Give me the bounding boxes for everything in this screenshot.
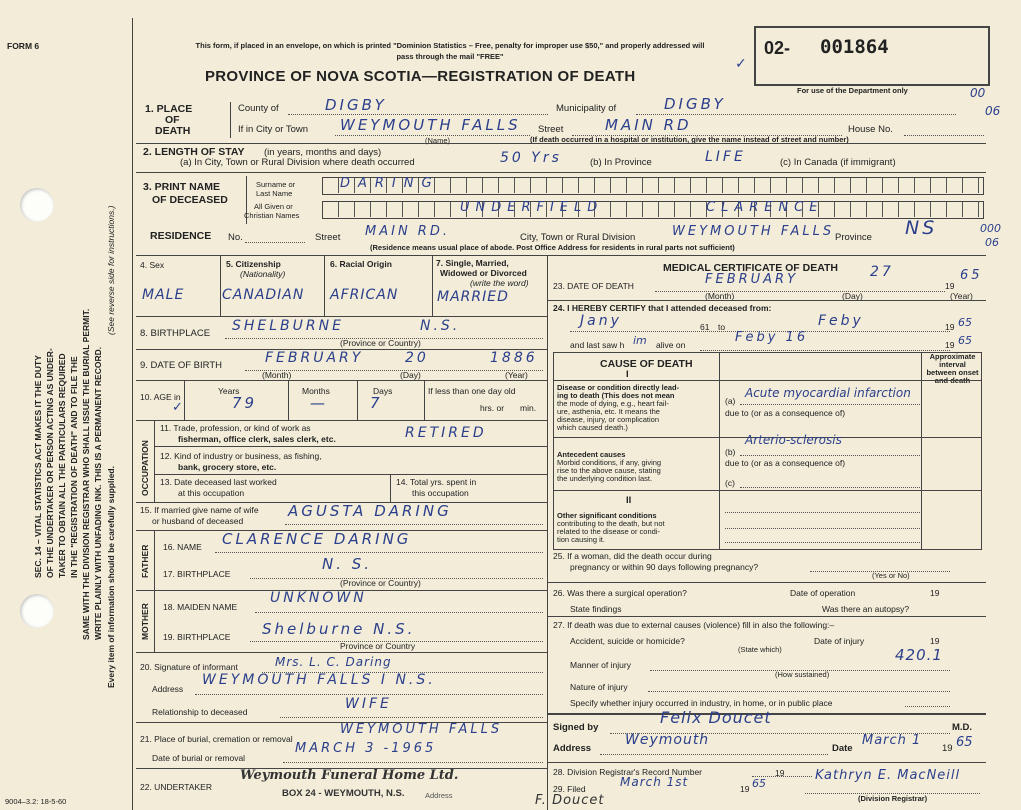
- due-to-a: due to (or as a consequence of): [725, 408, 846, 418]
- op-year-label: 19: [930, 588, 940, 598]
- ante-label-2: Morbid conditions, if any, giving: [557, 458, 662, 467]
- stay-label-sub: (in years, months and days): [264, 147, 382, 158]
- stay-a-value: 50 Yrs: [500, 150, 562, 166]
- house-label: House No.: [848, 124, 893, 135]
- how-label: (How sustained): [775, 670, 830, 679]
- birthplace-label: 8. BIRTHPLACE: [140, 328, 211, 339]
- relationship-label: Relationship to deceased: [152, 707, 248, 717]
- age-label: 10. AGE in: [140, 392, 181, 402]
- binder-hole-bottom: [20, 594, 54, 628]
- side-text-line7: (See reverse side for instructions.): [106, 205, 116, 335]
- maiden-label: 18. MAIDEN NAME: [163, 602, 238, 612]
- attend-from: Jany: [580, 313, 622, 329]
- city-value: WEYMOUTH FALLS: [340, 116, 521, 134]
- binder-hole-top: [20, 188, 54, 222]
- months-value: —: [310, 394, 328, 412]
- birthplace-value: SHELBURNE: [232, 318, 344, 334]
- marital-label-1: 7. Single, Married,: [436, 258, 509, 268]
- roman-2: II: [626, 495, 632, 506]
- dod-year-sub: (Year): [950, 291, 973, 301]
- op-date-label: Date of operation: [790, 588, 856, 598]
- dob-day: 20: [405, 350, 429, 366]
- other-label-1: Other significant conditions: [557, 511, 657, 520]
- undertaker-label: 22. UNDERTAKER: [140, 782, 212, 792]
- form-code: 9004–3.2: 18-5-60: [5, 797, 67, 806]
- specify-label: Specify whether injury occurred in industry, in home, or in public place: [570, 698, 833, 708]
- manner-label: Manner of injury: [570, 660, 631, 670]
- side-text-line8: Every item of information should be carefully supplied.: [106, 466, 116, 688]
- years-value: 79: [232, 394, 258, 412]
- place-label-1: 1. PLACE: [145, 103, 193, 115]
- place-label-3: DEATH: [155, 125, 191, 137]
- margin-code-1a: 00: [970, 86, 986, 100]
- stay-a-label: (a) In City, Town or Rural Division where death occurred: [180, 157, 415, 168]
- citizenship-sub: (Nationality): [240, 269, 286, 279]
- occupation-side-label: OCCUPATION: [140, 440, 150, 496]
- margin-code-2b: 06: [985, 236, 999, 249]
- relationship-value: WIFE: [345, 696, 392, 712]
- attend-to: Feby: [818, 313, 864, 329]
- ante-label-4: the underlying condition last.: [557, 474, 653, 483]
- state-findings-label: State findings: [570, 604, 622, 614]
- cause-a-value: Acute myocardial infarction: [745, 386, 911, 400]
- hospital-note: (If death occurred in a hospital or institution, give the name instead of street and number): [530, 135, 849, 144]
- filed-year: 65: [752, 777, 766, 790]
- ante-label-1: Antecedent causes: [557, 450, 626, 459]
- burial-date-value: MARCH 3 -1965: [295, 741, 437, 756]
- record-label: 28. Division Registrar's Record Number: [553, 767, 703, 777]
- residence-province-label: Province: [835, 232, 872, 243]
- county-value: DIGBY: [325, 96, 387, 114]
- father-name-label: 16. NAME: [163, 542, 202, 552]
- name-label-1: 3. PRINT NAME: [143, 181, 221, 193]
- stay-b-value: LIFE: [705, 149, 746, 165]
- top-notice-line: This form, if placed in an envelope, on which is printed "Dominion Statistics – Free, penalty for improper use $50," and properly addressed will pass through the mail "FREE": [195, 41, 705, 61]
- manner-code: 420.1: [895, 646, 943, 664]
- disease-label-5: disease, injury, or complication: [557, 415, 659, 424]
- signed-date-label: Date: [832, 743, 853, 754]
- form-title: PROVINCE OF NOVA SCOTIA—REGISTRATION OF DEATH: [205, 68, 636, 85]
- residence-street-label: Street: [315, 232, 341, 243]
- dod-label: 23. DATE OF DEATH: [553, 281, 634, 291]
- citizenship-label: 5. Citizenship: [226, 259, 281, 269]
- name-label-2: OF DECEASED: [152, 194, 228, 206]
- q25-line2: pregnancy or within 90 days following pregnancy?: [570, 562, 759, 572]
- mother-prov-label: Province or Country: [340, 641, 416, 651]
- dob-day-sub: (Day): [400, 370, 421, 380]
- registrar-signature: Kathryn E. MacNeill: [815, 768, 961, 783]
- side-text-line1: SEC. 14 – VITAL STATISTICS ACT MAKES IT THE DUTY: [33, 355, 43, 578]
- medical-heading: MEDICAL CERTIFICATE OF DEATH: [663, 262, 838, 274]
- marital-label-2: Widowed or Divorced: [440, 268, 527, 278]
- autopsy-label: Was there an autopsy?: [822, 604, 910, 614]
- racial-label: 6. Racial Origin: [330, 259, 392, 269]
- reg-number: 001864: [820, 36, 889, 58]
- signed-year-prefix: 19: [942, 743, 953, 754]
- stay-c-label: (c) In Canada (if immigrant): [780, 157, 896, 168]
- surname-label-1: Surname or: [256, 180, 296, 189]
- burial-place-label: 21. Place of burial, cremation or removal: [140, 734, 293, 744]
- residence-province-value: NS: [905, 217, 938, 239]
- citizenship-value: CANADIAN: [222, 287, 305, 303]
- given-value-1: UNDERFIELD: [460, 200, 604, 215]
- age-check: ✓: [172, 400, 186, 415]
- marital-value: MARRIED: [437, 289, 509, 305]
- dod-day: 27: [870, 264, 894, 280]
- mother-birthplace-label: 19. BIRTHPLACE: [163, 632, 231, 642]
- months-label: Months: [302, 386, 330, 396]
- disease-label-2: ing to death (This does not mean: [557, 391, 675, 400]
- sex-label: 4. Sex: [140, 260, 165, 270]
- last-saw-label: and last saw h: [570, 340, 625, 350]
- filed-year-prefix: 19: [740, 784, 750, 794]
- residence-city-value: WEYMOUTH FALLS: [672, 224, 835, 239]
- municipality-value: DIGBY: [664, 95, 726, 113]
- dob-month: FEBRUARY: [265, 350, 364, 366]
- yes-no-label: (Yes or No): [872, 571, 910, 580]
- last-saw-value: Feby 16: [735, 330, 809, 345]
- surname-label-2: Last Name: [256, 189, 293, 198]
- industry-label-2: bank, grocery store, etc.: [178, 462, 277, 472]
- other-label-3: related to the disease or condi-: [557, 527, 660, 536]
- residence-no-label: No.: [228, 232, 243, 243]
- cause-c-label: (c): [725, 478, 735, 488]
- attend-to-year-prefix: 19: [945, 322, 955, 332]
- burial-date-label: Date of burial or removal: [152, 753, 246, 763]
- maiden-value: UNKNOWN: [270, 590, 367, 606]
- filed-label: 29. Filed: [553, 784, 586, 794]
- dob-month-sub: (Month): [262, 370, 292, 380]
- attend-to-year: 65: [958, 316, 972, 329]
- other-label-2: contributing to the death, but not: [557, 519, 665, 528]
- wife-value: AGUSTA DARING: [288, 502, 452, 520]
- side-text-line4: IN THE "REGISTRATION OF DEATH" AND TO FILE THE: [69, 356, 79, 578]
- hrs-label: hrs. or: [480, 403, 505, 413]
- attend-from-year: 61: [700, 322, 710, 332]
- signed-date-value: March 1: [862, 733, 922, 748]
- undertaker-stamp: Weymouth Funeral Home Ltd.: [240, 768, 459, 783]
- trade-label-1: 11. Trade, profession, or kind of work as: [160, 423, 311, 433]
- street-label: Street: [538, 124, 564, 135]
- cause-heading: CAUSE OF DEATH: [600, 358, 693, 370]
- city-name-sub: (Name): [425, 136, 451, 145]
- wife-label-1: 15. If married give name of wife: [140, 505, 259, 515]
- surname-value: DARING: [340, 176, 440, 191]
- cause-b-label: (b): [725, 447, 736, 457]
- dob-label: 9. DATE OF BIRTH: [140, 360, 222, 371]
- city-label: If in City or Town: [238, 124, 309, 135]
- attend-to-label: to: [718, 322, 726, 332]
- accident-label: Accident, suicide or homicide?: [570, 636, 685, 646]
- stay-b-label: (b) In Province: [590, 157, 652, 168]
- burial-place-value: WEYMOUTH FALLS: [340, 722, 503, 737]
- reg-prefix: 02-: [764, 38, 791, 58]
- street-value: MAIN RD: [605, 116, 692, 134]
- total-label-2: this occupation: [412, 488, 469, 498]
- informant-sig-label: 20. Signature of informant: [140, 662, 238, 672]
- other-label-4: tion causing it.: [557, 535, 605, 544]
- division-label: (Division Registrar): [858, 794, 928, 803]
- trade-value: RETIRED: [405, 425, 487, 441]
- signed-year: 65: [956, 735, 973, 750]
- dod-month: FEBRUARY: [705, 272, 799, 287]
- dob-year-sub: (Year): [505, 370, 528, 380]
- racial-value: AFRICAN: [330, 287, 399, 303]
- disease-label-6: which caused death.): [557, 423, 628, 432]
- dept-use-label: For use of the Department only: [797, 86, 908, 95]
- side-text-line2: OF THE UNDERTAKER OR PERSON ACTING AS UNDER-: [45, 348, 55, 578]
- last-year: 65: [958, 334, 972, 347]
- trade-label-2: fisherman, office clerk, sales clerk, etc.: [178, 434, 336, 444]
- disease-label-4: ure, asthenia, etc. It means the: [557, 407, 660, 416]
- min-label: min.: [520, 403, 537, 413]
- father-name-value: CLARENCE DARING: [222, 530, 412, 548]
- days-value: 7: [370, 394, 383, 412]
- days-label: Days: [373, 386, 393, 396]
- due-to-b: due to (or as a consequence of): [725, 458, 846, 468]
- dob-year: 1886: [490, 350, 538, 366]
- signed-address-label: Address: [553, 743, 592, 754]
- dod-day-sub: (Day): [842, 291, 863, 301]
- dod-month-sub: (Month): [705, 291, 735, 301]
- residence-city-label: City, Town or Rural Division: [520, 232, 636, 243]
- interval-label: Approximate interval between onset and death: [926, 352, 979, 385]
- form-label: FORM 6: [7, 41, 40, 51]
- municipality-label: Municipality of: [556, 103, 617, 114]
- disease-label-1: Disease or condition directly lead-: [557, 383, 680, 392]
- sex-value: MALE: [142, 287, 185, 303]
- md-label: M.D.: [952, 722, 973, 733]
- q27-label: 27. If death was due to external causes (violence) fill in also the following:–: [553, 620, 835, 630]
- father-birthplace-label: 17. BIRTHPLACE: [163, 569, 231, 579]
- alive-label: alive on: [656, 340, 686, 350]
- certify-label: 24. I HEREBY CERTIFY that I attended deceased from:: [553, 303, 772, 313]
- stay-label: 2. LENGTH OF STAY: [143, 146, 245, 158]
- father-birthplace-value: N. S.: [322, 555, 373, 573]
- side-text-line5: SAME WITH THE DIVISION REGISTRAR WHO SHALL ISSUE THE BURIAL PERMIT.: [81, 308, 91, 640]
- undertaker-signature: F. Doucet: [535, 793, 605, 808]
- given-cells: [322, 201, 984, 219]
- last-year-prefix: 19: [945, 340, 955, 350]
- q26-label: 26. Was there a surgical operation?: [553, 588, 687, 598]
- undertaker-stamp-address: BOX 24 - WEYMOUTH, N.S.: [282, 788, 405, 799]
- given-value-2: CLARENCE: [706, 200, 824, 215]
- record-year: 19: [775, 768, 785, 778]
- q25-line1: 25. If a woman, did the death occur during: [553, 551, 712, 561]
- injury-date-label: Date of injury: [814, 636, 865, 646]
- roman-1: I: [626, 369, 629, 380]
- informant-sig-value: Mrs. L. C. Daring: [275, 655, 392, 669]
- signed-value: Felix Doucet: [660, 708, 772, 727]
- informant-address-value: WEYMOUTH FALLS I N.S.: [202, 672, 436, 688]
- mother-birthplace-value: Shelburne N.S.: [262, 620, 416, 638]
- signed-label: Signed by: [553, 722, 599, 733]
- birthplace-sub: (Province or Country): [340, 338, 421, 348]
- industry-label-1: 12. Kind of industry or business, as fishing,: [160, 451, 322, 461]
- last-worked-label-2: at this occupation: [178, 488, 245, 498]
- given-label-1: All Given or: [254, 202, 293, 211]
- state-which-label: (State which): [738, 645, 782, 654]
- side-text-line6: WRITE PLAINLY WITH UNFADING INK. THIS IS A PERMANENT RECORD.: [93, 346, 103, 640]
- margin-code-2a: 000: [980, 222, 1001, 235]
- place-label-2: OF: [165, 114, 180, 126]
- birthplace-prov-value: N.S.: [420, 318, 461, 334]
- check-mark: ✓: [735, 56, 750, 72]
- nature-label: Nature of injury: [570, 682, 628, 692]
- side-text-line3: TAKER TO OBTAIN ALL THE PARTICULARS REQUIRED: [57, 353, 67, 578]
- county-label: County of: [238, 103, 279, 114]
- given-label-2: Christian Names: [244, 211, 300, 220]
- dod-year-prefix: 19: [945, 281, 955, 291]
- margin-code-1b: 06: [985, 104, 1001, 118]
- residence-note: (Residence means usual place of abode. Post Office Address for residents in rural parts not sufficient): [370, 243, 735, 252]
- residence-label: RESIDENCE: [150, 230, 212, 242]
- residence-street-value: MAIN RD.: [365, 224, 450, 239]
- cause-b-value: Arterio-sclerosis: [745, 433, 842, 447]
- ante-label-3: rise to the above cause, stating: [557, 466, 661, 475]
- dod-year: 65: [960, 268, 983, 283]
- father-side-label: FATHER: [140, 544, 150, 578]
- last-saw-mid: im: [633, 334, 647, 347]
- father-prov-label: (Province or Country): [340, 578, 421, 588]
- cause-a-label: (a): [725, 396, 736, 406]
- years-label: Years: [218, 386, 240, 396]
- informant-address-label: Address: [152, 684, 184, 694]
- mother-side-label: MOTHER: [140, 603, 150, 640]
- filed-value: March 1st: [620, 775, 689, 789]
- undertaker-address-label: Address: [425, 791, 453, 800]
- marital-label-3: (write the word): [470, 278, 529, 288]
- total-label-1: 14. Total yrs. spent in: [396, 477, 477, 487]
- disease-label-3: the mode of dying, e.g., heart fail-: [557, 399, 669, 408]
- last-worked-label-1: 13. Date deceased last worked: [160, 477, 277, 487]
- less-label: If less than one day old: [428, 386, 516, 396]
- injury-year-label: 19: [930, 636, 940, 646]
- wife-label-2: or husband of deceased: [152, 516, 244, 526]
- signed-address-value: Weymouth: [625, 732, 710, 748]
